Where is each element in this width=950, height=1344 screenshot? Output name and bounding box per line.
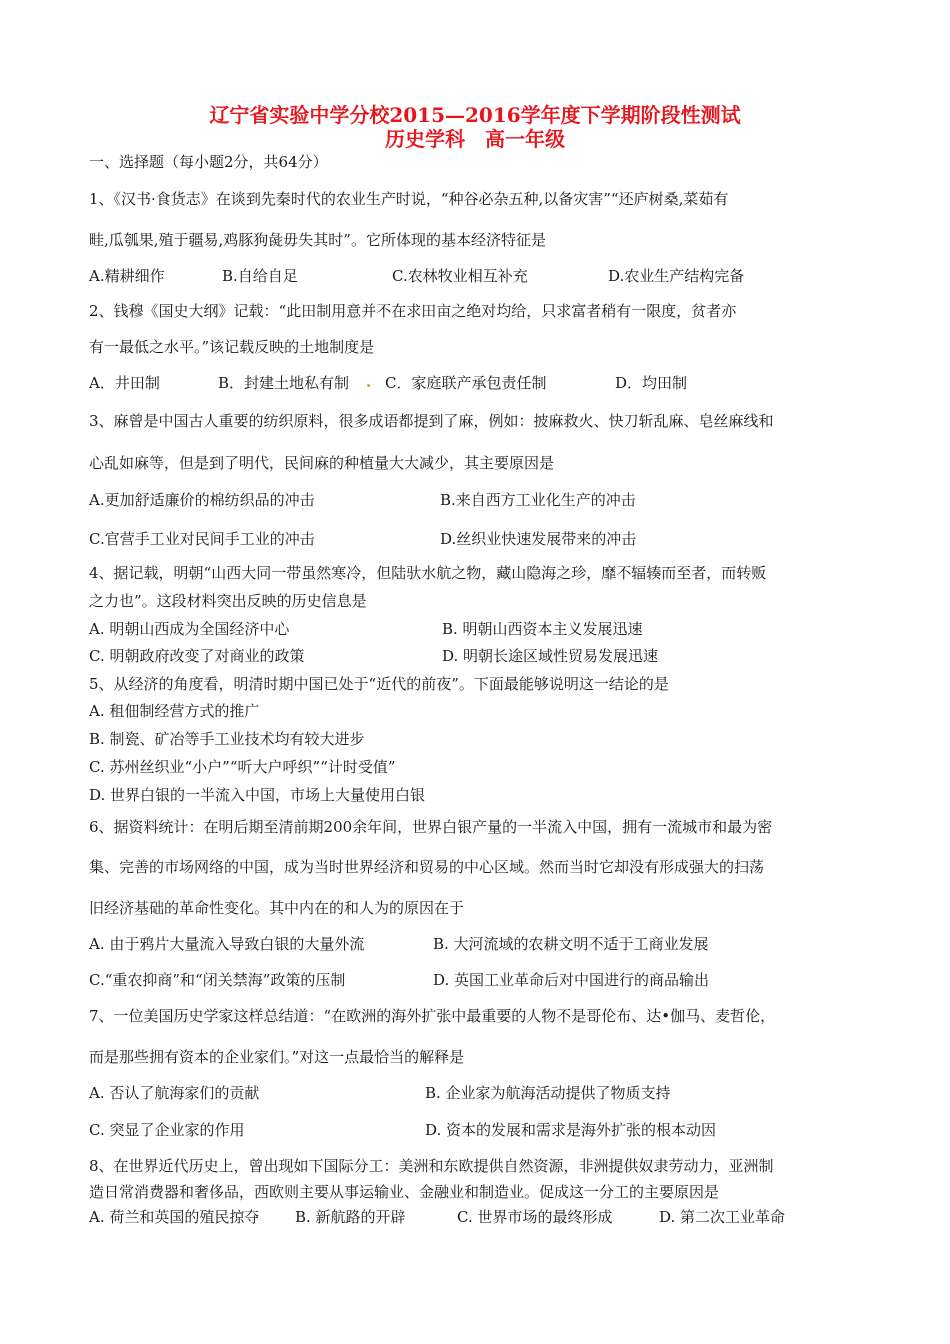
question-4-option-b: B. 明朝山西资本主义发展迅速 — [442, 620, 643, 638]
question-8-stem-line1: 8、在世界近代历史上，曾出现如下国际分工：美洲和东欧提供自然资源，非洲提供奴隶劳动力，亚洲制 — [89, 1157, 774, 1175]
question-7-option-c: C. 突显了企业家的作用 — [89, 1121, 245, 1139]
question-6-option-b: B. 大河流域的农耕文明不适于工商业发展 — [433, 935, 709, 953]
question-3-stem-line2: 心乱如麻等，但是到了明代，民间麻的种植量大大减少，其主要原因是 — [89, 454, 555, 472]
question-4-option-d: D. 明朝长途区域性贸易发展迅速 — [442, 647, 659, 665]
question-1-option-d: D.农业生产结构完备 — [608, 267, 745, 285]
question-2-option-b: B．封建土地私有制 — [218, 374, 350, 392]
question-4-option-c: C. 明朝政府改变了对商业的政策 — [89, 647, 305, 665]
question-1-option-c: C.农林牧业相互补充 — [392, 267, 528, 285]
exam-title-line2: 历史学科 高一年级 — [385, 127, 565, 151]
question-7-option-b: B. 企业家为航海活动提供了物质支持 — [425, 1084, 671, 1102]
question-6-option-c: C.“重农抑商”和“闭关禁海”政策的压制 — [89, 971, 346, 989]
question-5-option-b: B. 制瓷、矿冶等手工业技术均有较大进步 — [89, 730, 365, 748]
question-5-option-d: D. 世界白银的一半流入中国，市场上大量使用白银 — [89, 786, 426, 804]
stray-dot — [367, 384, 370, 387]
question-4-option-a: A. 明朝山西成为全国经济中心 — [89, 620, 290, 638]
question-3-stem-line1: 3、麻曾是中国古人重要的纺织原料，很多成语都提到了麻，例如：披麻救火、快刀斩乱麻、皂丝麻线和 — [89, 412, 774, 430]
question-1-stem-line1: 1、《汉书·食货志》在谈到先秦时代的农业生产时说，“种谷必杂五种,以备灾害”“还庐树桑,菜茹有 — [89, 190, 729, 208]
section-heading: 一、选择题（每小题2分，共64分） — [89, 153, 328, 171]
question-6-option-d: D. 英国工业革命后对中国进行的商品输出 — [433, 971, 710, 989]
question-7-stem-line1: 7、一位美国历史学家这样总结道：“在欧洲的海外扩张中最重要的人物不是哥伦布、达•伽马、麦哲伦， — [89, 1007, 776, 1025]
question-3-option-c: C.官营手工业对民间手工业的冲击 — [89, 530, 315, 548]
question-4-stem-line2: 之力也”。这段材料突出反映的历史信息是 — [89, 592, 367, 610]
question-6-option-a: A. 由于鸦片大量流入导致白银的大量外流 — [89, 935, 365, 953]
question-6-stem-line1: 6、据资料统计：在明后期至清前期200余年间，世界白银产量的一半流入中国，拥有一流城市和最为密 — [89, 818, 773, 836]
question-2-stem-line2: 有一最低之水平。”该记载反映的土地制度是 — [89, 338, 375, 356]
question-7-option-d: D. 资本的发展和需求是海外扩张的根本动因 — [425, 1121, 717, 1139]
question-4-stem-line1: 4、据记载，明朝“山西大同一带虽然寒冷，但陆驮水航之物，藏山隐海之珍，靡不辐辏而至者，而转贩 — [89, 564, 767, 582]
question-8-stem-line2: 造日常消费器和奢侈品，西欧则主要从事运输业、金融业和制造业。促成这一分工的主要原因是 — [89, 1183, 720, 1201]
question-8-option-b: B. 新航路的开辟 — [295, 1208, 406, 1226]
question-1-stem-line2: 畦,瓜瓠果,殖于疆易,鸡豚狗彘毋失其时”。它所体现的基本经济特征是 — [89, 231, 546, 249]
question-7-option-a: A. 否认了航海家们的贡献 — [89, 1084, 260, 1102]
question-3-option-b: B.来自西方工业化生产的冲击 — [440, 491, 636, 509]
question-6-stem-line3: 旧经济基础的革命性变化。其中内在的和人为的原因在于 — [89, 899, 465, 917]
question-5-option-c: C. 苏州丝织业“小户”“听大户呼织”“计时受值” — [89, 758, 396, 776]
question-5-option-a: A. 租佃制经营方式的推广 — [89, 702, 260, 720]
question-2-option-d: D．均田制 — [615, 374, 688, 392]
question-3-option-a: A.更加舒适廉价的棉纺织品的冲击 — [89, 491, 315, 509]
question-8-option-a: A. 荷兰和英国的殖民掠夺 — [89, 1208, 260, 1226]
question-6-stem-line2: 集、完善的市场网络的中国，成为当时世界经济和贸易的中心区域。然而当时它却没有形成强大的扫荡 — [89, 858, 765, 876]
question-5-stem-line1: 5、从经济的角度看，明清时期中国已处于“近代的前夜”。下面最能够说明这一结论的是 — [89, 675, 669, 693]
question-2-stem-line1: 2、钱穆《国史大纲》记载：“此田制用意并不在求田亩之绝对均给，只求富者稍有一限度，贫者亦 — [89, 302, 737, 320]
question-2-option-a: A．井田制 — [89, 374, 160, 392]
question-3-option-d: D.丝织业快速发展带来的冲击 — [440, 530, 637, 548]
question-1-option-a: A.精耕细作 — [89, 267, 165, 285]
exam-title-line1: 辽宁省实验中学分校2015—2016学年度下学期阶段性测试 — [209, 103, 741, 127]
question-7-stem-line2: 而是那些拥有资本的企业家们。”对这一点最恰当的解释是 — [89, 1048, 465, 1066]
question-8-option-d: D. 第二次工业革命 — [659, 1208, 786, 1226]
question-2-option-c: C．家庭联产承包责任制 — [385, 374, 547, 392]
question-1-option-b: B.自给自足 — [222, 267, 298, 285]
question-8-option-c: C. 世界市场的最终形成 — [457, 1208, 613, 1226]
